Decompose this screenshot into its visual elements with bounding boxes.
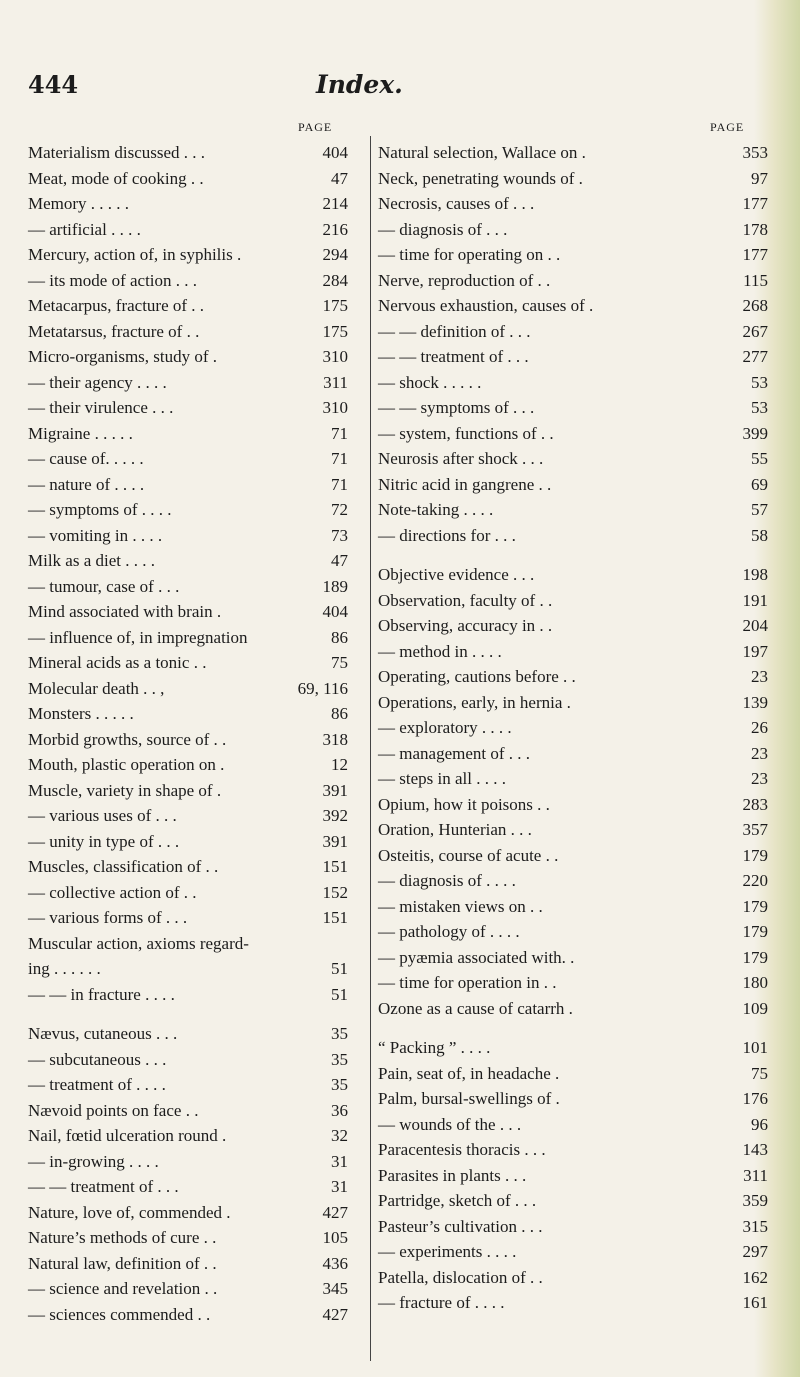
index-entry	[28, 880, 348, 906]
index-entry	[378, 446, 768, 472]
index-entry	[378, 1061, 768, 1087]
index-entry	[28, 1047, 348, 1073]
index-page-ref: 284	[322, 270, 348, 290]
index-entry	[28, 446, 348, 472]
index-entry	[378, 1214, 768, 1240]
index-entry	[378, 639, 768, 665]
index-page-ref: 436	[322, 1253, 348, 1273]
index-entry	[378, 523, 768, 549]
index-page-ref: 71	[331, 423, 348, 443]
index-entry	[28, 242, 348, 268]
index-entry	[28, 574, 348, 600]
index-page-ref: 86	[331, 627, 348, 647]
index-term: — system, functions of . .	[378, 423, 554, 443]
index-term: — their agency . . . .	[28, 372, 167, 392]
index-term: Nail, fœtid ulceration round .	[28, 1126, 227, 1145]
index-page-ref: 69	[751, 474, 768, 494]
index-entry	[378, 792, 768, 818]
index-term: Migraine . . . . .	[28, 423, 133, 443]
index-page-ref: 318	[322, 729, 348, 749]
index-page-ref: 36	[331, 1100, 348, 1120]
index-term: Natural selection, Wallace on .	[378, 143, 586, 162]
index-term: — — definition of . . .	[378, 321, 531, 341]
index-entry	[378, 217, 768, 243]
index-term: — their virulence . . .	[28, 398, 174, 417]
index-entry	[378, 166, 768, 192]
index-page-ref: 267	[742, 321, 768, 341]
index-entry	[28, 523, 348, 549]
index-page-ref: 216	[322, 219, 348, 239]
index-term: — in-growing . . . .	[28, 1151, 159, 1171]
index-entry	[28, 778, 348, 804]
index-term: — pyæmia associated with. .	[378, 947, 575, 967]
index-page-ref: 179	[742, 922, 768, 941]
index-page-ref: 391	[322, 780, 348, 800]
index-entry	[28, 1021, 348, 1047]
index-term: — — treatment of . . .	[378, 347, 529, 366]
index-term: Materialism discussed . . .	[28, 143, 206, 162]
index-page-ref: 75	[751, 1063, 768, 1083]
index-term: Partridge, sketch of . . .	[378, 1191, 537, 1210]
index-page-ref: 23	[751, 667, 768, 686]
index-page-ref: 204	[742, 616, 768, 635]
index-page-ref: 115	[743, 270, 768, 290]
index-entry	[28, 905, 348, 931]
section-gap	[28, 1007, 348, 1021]
index-entry	[378, 1239, 768, 1265]
index-term: — treatment of . . . .	[28, 1075, 166, 1094]
index-page-ref: 162	[742, 1267, 768, 1287]
page-number: 444	[28, 70, 79, 99]
index-entry	[28, 676, 348, 702]
index-entry	[378, 421, 768, 447]
index-entry	[378, 588, 768, 614]
index-entry	[378, 919, 768, 945]
index-term: Micro-organisms, study of .	[28, 347, 218, 366]
index-entry	[378, 1163, 768, 1189]
index-page-ref: 294	[322, 245, 348, 264]
index-page-ref: 12	[331, 755, 348, 774]
index-page-ref: 197	[742, 641, 768, 661]
index-entry	[378, 996, 768, 1022]
index-term: Necrosis, causes of . . .	[378, 194, 535, 213]
index-page-ref: 23	[751, 769, 768, 788]
index-entry	[378, 613, 768, 639]
index-term: Ozone as a cause of catarrh .	[378, 998, 573, 1018]
index-page-ref: 152	[322, 882, 348, 902]
index-entry	[378, 1086, 768, 1112]
index-entry	[378, 690, 768, 716]
index-term: — sciences commended . .	[28, 1304, 211, 1324]
index-entry	[28, 1251, 348, 1277]
index-term: Patella, dislocation of . .	[378, 1267, 543, 1287]
index-page-ref: 53	[751, 398, 768, 417]
index-page-ref: 139	[742, 692, 768, 712]
index-term: — time for operation in . .	[378, 973, 557, 992]
index-term: Natural law, definition of . .	[28, 1253, 217, 1273]
index-term: — its mode of action . . .	[28, 270, 198, 290]
index-term: Nerve, reproduction of . .	[378, 270, 551, 290]
index-page-ref: 109	[742, 998, 768, 1018]
right-column-heading: PAGE	[710, 120, 745, 134]
index-page-ref: 268	[742, 296, 768, 315]
index-term: — mistaken views on . .	[378, 896, 543, 916]
index-term: “ Packing ” . . . .	[378, 1038, 491, 1057]
index-entry	[28, 982, 348, 1008]
index-term: Nature, love of, commended .	[28, 1202, 231, 1222]
index-page-ref: 404	[322, 143, 348, 162]
index-page-ref: 427	[322, 1304, 348, 1324]
index-term: — various uses of . . .	[28, 806, 177, 825]
index-term: Nævus, cutaneous . . .	[28, 1024, 178, 1043]
index-page-ref: 392	[322, 806, 348, 825]
index-page-ref: 31	[331, 1151, 348, 1171]
index-term: Memory . . . . .	[28, 194, 130, 213]
index-term: — exploratory . . . .	[378, 718, 512, 737]
index-entry	[28, 803, 348, 829]
index-term: — wounds of the . . .	[378, 1114, 522, 1134]
index-entry	[378, 242, 768, 268]
index-page-ref: 51	[331, 959, 348, 978]
index-entry	[378, 472, 768, 498]
index-page-ref: 161	[742, 1293, 768, 1312]
index-term: Milk as a diet . . . .	[28, 551, 156, 570]
index-term: Observation, faculty of . .	[378, 590, 553, 610]
index-term: Note-taking . . . .	[378, 500, 494, 519]
index-term: — diagnosis of . . .	[378, 219, 508, 239]
index-entry	[28, 599, 348, 625]
index-term: Meat, mode of cooking . .	[28, 168, 204, 188]
index-page-ref: 277	[742, 347, 768, 366]
index-term: — — treatment of . . .	[28, 1177, 179, 1196]
index-entry	[28, 1200, 348, 1226]
index-entry	[378, 1188, 768, 1214]
index-term: Observing, accuracy in . .	[378, 616, 553, 635]
index-page-ref: 180	[742, 973, 768, 992]
index-entry	[28, 217, 348, 243]
index-page-ref: 189	[322, 576, 348, 596]
index-entry	[28, 727, 348, 753]
index-term: — directions for . . .	[378, 525, 516, 545]
index-term: Pasteur’s cultivation . . .	[378, 1216, 543, 1236]
index-term: — artificial . . . .	[28, 219, 141, 239]
index-page-ref: 105	[322, 1228, 348, 1247]
index-entry	[28, 701, 348, 727]
section-gap	[378, 548, 768, 562]
index-term: — cause of. . . . .	[28, 449, 144, 468]
index-page-ref: 35	[331, 1049, 348, 1069]
index-page-ref: 35	[331, 1075, 348, 1094]
index-entry	[28, 829, 348, 855]
index-entry	[28, 625, 348, 651]
index-term: Mouth, plastic operation on .	[28, 755, 225, 774]
index-term: — science and revelation . .	[28, 1279, 218, 1298]
index-term: Mercury, action of, in syphilis .	[28, 245, 242, 264]
index-page-ref: 220	[742, 871, 768, 890]
index-entry	[28, 395, 348, 421]
index-page-ref: 53	[751, 372, 768, 392]
index-term: Nervous exhaustion, causes of .	[378, 296, 594, 315]
index-page-ref: 151	[322, 857, 348, 876]
index-entry	[378, 395, 768, 421]
index-page-ref: 97	[751, 168, 768, 188]
index-entry	[28, 752, 348, 778]
index-term: — shock . . . . .	[378, 372, 482, 392]
index-term: Muscular action, axioms regard-	[28, 933, 249, 953]
index-entry	[28, 421, 348, 447]
index-term: Opium, how it poisons . .	[378, 794, 550, 814]
index-term: — vomiting in . . . .	[28, 525, 163, 545]
index-page-ref: 86	[331, 704, 348, 723]
index-entry	[378, 319, 768, 345]
index-page-ref: 96	[751, 1114, 768, 1134]
index-term: — tumour, case of . . .	[28, 576, 180, 596]
index-term: — pathology of . . . .	[378, 922, 520, 941]
index-page-ref: 315	[742, 1216, 768, 1236]
index-entry	[378, 894, 768, 920]
index-page-ref: 175	[322, 296, 348, 315]
index-term: Palm, bursal-swellings of .	[378, 1089, 560, 1108]
index-term: Muscles, classification of . .	[28, 857, 219, 876]
index-page-ref: 179	[742, 845, 768, 865]
index-entry	[28, 344, 348, 370]
index-term: — collective action of . .	[28, 882, 197, 902]
index-page-ref: 47	[331, 551, 348, 570]
index-page-ref: 191	[742, 590, 768, 610]
index-term: — time for operating on . .	[378, 245, 561, 264]
index-term: Nævoid points on face . .	[28, 1100, 199, 1120]
index-page-ref: 26	[751, 718, 768, 737]
index-entry	[28, 140, 348, 166]
index-entry	[28, 268, 348, 294]
index-term: — various forms of . . .	[28, 908, 188, 927]
index-term: Nitric acid in gangrene . .	[378, 474, 552, 494]
index-term: — subcutaneous . . .	[28, 1049, 167, 1069]
index-page-ref: 73	[331, 525, 348, 545]
index-entry	[378, 664, 768, 690]
index-term: Neck, penetrating wounds of .	[378, 168, 583, 188]
index-entry	[28, 191, 348, 217]
index-page-ref: 151	[322, 908, 348, 927]
index-page-ref: 75	[331, 653, 348, 672]
index-term: Molecular death . . ,	[28, 678, 165, 698]
index-page-ref: 57	[751, 500, 768, 519]
index-page-ref: 71	[331, 474, 348, 494]
index-entry	[378, 497, 768, 523]
index-page-ref: 179	[742, 896, 768, 916]
index-entry	[28, 1098, 348, 1124]
index-entry	[28, 166, 348, 192]
index-entry	[28, 931, 348, 957]
index-term: Objective evidence . . .	[378, 565, 535, 584]
index-entry	[28, 1174, 348, 1200]
index-page-ref: 177	[742, 194, 768, 213]
index-term: Pain, seat of, in headache .	[378, 1063, 560, 1083]
index-term: Metatarsus, fracture of . .	[28, 321, 200, 341]
index-term: — symptoms of . . . .	[28, 500, 172, 519]
index-entry	[378, 945, 768, 971]
index-page-ref: 55	[751, 449, 768, 468]
index-entry	[378, 715, 768, 741]
index-page-ref: 404	[322, 602, 348, 621]
left-column-heading: PAGE	[298, 120, 333, 134]
index-term: Metacarpus, fracture of . .	[28, 296, 205, 315]
index-entry	[28, 472, 348, 498]
index-page-ref: 35	[331, 1024, 348, 1043]
index-entry	[378, 268, 768, 294]
index-term: Operations, early, in hernia .	[378, 692, 571, 712]
index-term: — influence of, in impregnation	[28, 627, 248, 647]
index-entry	[28, 319, 348, 345]
index-term: Morbid growths, source of . .	[28, 729, 227, 749]
page-header	[0, 70, 800, 110]
index-entry	[378, 817, 768, 843]
index-term: Monsters . . . . .	[28, 704, 134, 723]
index-entry	[378, 741, 768, 767]
index-page-ref: 69, 116	[297, 678, 348, 698]
index-page-ref: 72	[331, 500, 348, 519]
index-entry	[378, 1290, 768, 1316]
index-page-ref: 51	[331, 984, 348, 1004]
index-entry	[378, 970, 768, 996]
index-entry	[28, 497, 348, 523]
index-page-ref: 353	[742, 143, 768, 162]
index-entry	[378, 1035, 768, 1061]
index-page-ref: 58	[751, 525, 768, 545]
index-term: Paracentesis thoracis . . .	[378, 1140, 546, 1159]
index-page-ref: 143	[742, 1140, 768, 1159]
index-term: Muscle, variety in shape of .	[28, 780, 222, 800]
index-entry	[28, 1123, 348, 1149]
index-page-ref: 198	[742, 565, 768, 584]
index-term: — experiments . . . .	[378, 1242, 517, 1261]
index-term: Nature’s methods of cure . .	[28, 1228, 217, 1247]
index-entry	[378, 191, 768, 217]
index-page-ref: 391	[322, 831, 348, 851]
index-entry	[28, 1072, 348, 1098]
index-entry	[28, 293, 348, 319]
index-entry	[378, 344, 768, 370]
running-title: Index.	[316, 70, 403, 99]
index-page-ref: 214	[322, 194, 348, 213]
index-page-ref: 311	[743, 1165, 768, 1185]
index-page-ref: 71	[331, 449, 348, 468]
index-page-ref: 178	[742, 219, 768, 239]
index-page-ref: 176	[742, 1089, 768, 1108]
index-term: Parasites in plants . . .	[378, 1165, 527, 1185]
index-page-ref: 311	[323, 372, 348, 392]
index-entry	[378, 293, 768, 319]
index-page-ref: 283	[742, 794, 768, 814]
index-term: — — in fracture . . . .	[28, 984, 175, 1004]
index-entry	[28, 1149, 348, 1175]
index-entry	[28, 548, 348, 574]
index-term: — nature of . . . .	[28, 474, 145, 494]
index-page-ref: 177	[742, 245, 768, 264]
index-entry	[378, 1265, 768, 1291]
index-page-ref: 310	[322, 398, 348, 417]
index-entry	[378, 562, 768, 588]
index-term: Oration, Hunterian . . .	[378, 820, 532, 839]
index-entry	[28, 854, 348, 880]
index-page-ref: 297	[742, 1242, 768, 1261]
index-entry	[378, 1112, 768, 1138]
index-term: — fracture of . . . .	[378, 1293, 505, 1312]
index-term: — method in . . . .	[378, 641, 502, 661]
index-entry	[28, 370, 348, 396]
index-entry	[378, 370, 768, 396]
index-entry	[378, 766, 768, 792]
index-page-ref: 101	[742, 1038, 768, 1057]
index-page-ref: 32	[331, 1126, 348, 1145]
index-entry	[378, 1137, 768, 1163]
index-term: ing . . . . . .	[28, 959, 101, 978]
index-term: — diagnosis of . . . .	[378, 871, 516, 890]
index-term: Osteitis, course of acute . .	[378, 845, 559, 865]
index-page-ref: 179	[742, 947, 768, 967]
index-entry	[28, 1225, 348, 1251]
index-page-ref: 399	[742, 423, 768, 443]
right-index-column	[378, 140, 768, 1316]
index-entry	[378, 868, 768, 894]
index-page-ref: 31	[331, 1177, 348, 1196]
index-page-ref: 357	[742, 820, 768, 839]
index-entry	[28, 1276, 348, 1302]
column-divider	[370, 136, 371, 1361]
index-entry	[28, 650, 348, 676]
index-page-ref: 310	[322, 347, 348, 366]
index-term: Mind associated with brain .	[28, 602, 222, 621]
index-entry	[28, 956, 348, 982]
index-page-ref: 47	[331, 168, 348, 188]
index-term: Mineral acids as a tonic . .	[28, 653, 207, 672]
index-page-ref: 359	[742, 1191, 768, 1210]
index-entry	[378, 140, 768, 166]
index-page-ref: 345	[322, 1279, 348, 1298]
index-term: Neurosis after shock . . .	[378, 449, 544, 468]
index-page-ref: 427	[322, 1202, 348, 1222]
index-entry	[378, 843, 768, 869]
index-term: — unity in type of . . .	[28, 831, 180, 851]
index-entry	[28, 1302, 348, 1328]
section-gap	[378, 1021, 768, 1035]
index-term: Operating, cautions before . .	[378, 667, 576, 686]
index-page-ref: 175	[322, 321, 348, 341]
index-term: — — symptoms of . . .	[378, 398, 535, 417]
index-term: — management of . . .	[378, 743, 531, 763]
left-index-column	[28, 140, 348, 1327]
index-page-ref: 23	[751, 743, 768, 763]
index-term: — steps in all . . . .	[378, 769, 506, 788]
